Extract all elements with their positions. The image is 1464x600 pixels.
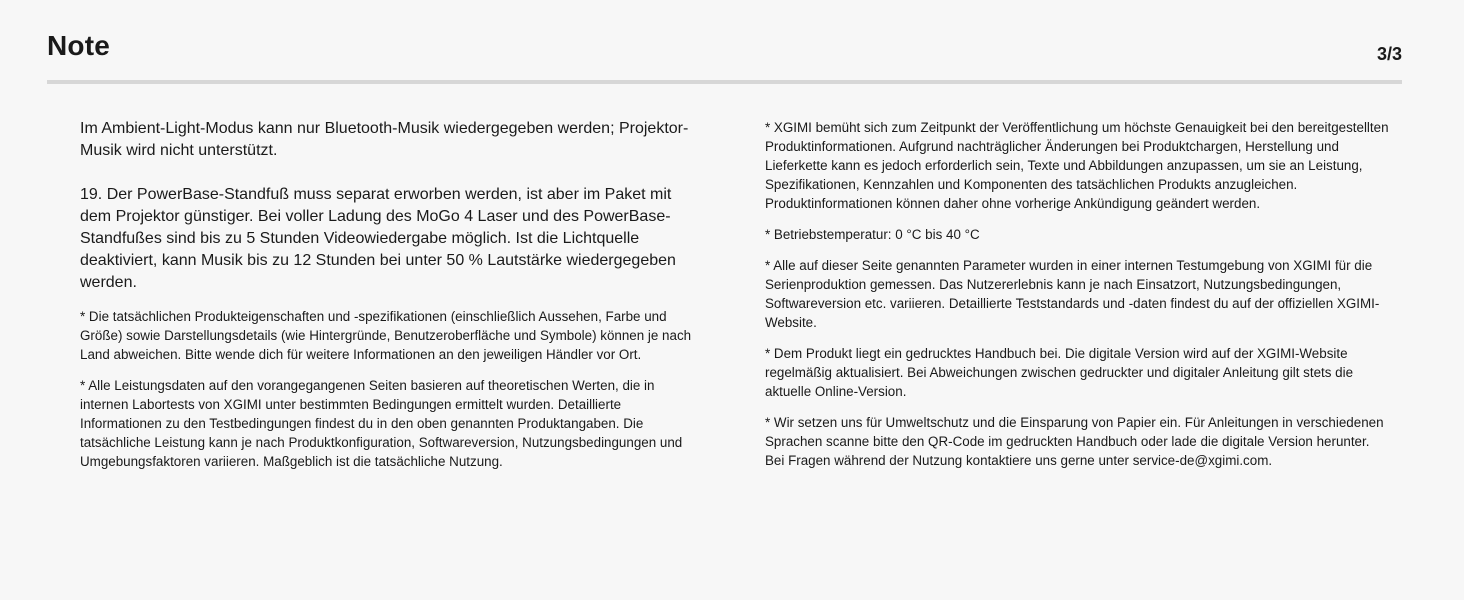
note-environment: * Wir setzen uns für Umweltschutz und die Einsparung von Papier ein. Für Anleitungen in verschiedenen Sprachen scanne bitte den QR-Code im gedruckten Handbuch oder lade die digitale Version herunter. Bei Fragen während der Nutzung kontaktiere uns gerne unter service-de@xgimi.com. bbox=[765, 415, 1384, 468]
note-operating-temperature: * Betriebstemperatur: 0 °C bis 40 °C bbox=[765, 227, 980, 242]
page-number: 3/3 bbox=[1376, 44, 1402, 64]
note-manual: * Dem Produkt liegt ein gedrucktes Handbuch bei. Die digitale Version wird auf der XGIMI-Website regelmäßig aktualisiert. Bei Abweichungen zwischen gedruckter und digitaler Anleitung gilt stets die aktuelle Online-Version. bbox=[765, 346, 1354, 399]
note-product-features: * Die tatsächlichen Produkteigenschaften und -spezifikationen (einschließlich Aussehen, Farbe und Größe) sowie Darstellungsdetails (wie Hintergründe, Benutzeroberfläche und Symbole) können je nach Land abweichen. Bitte wende dich für weitere Informationen an den jeweiligen Händler vor Ort. bbox=[80, 309, 692, 362]
right-column bbox=[765, 118, 1390, 482]
page-title: Note bbox=[47, 30, 111, 61]
header-divider bbox=[47, 80, 1402, 84]
note-ambient-light: Im Ambient-Light-Modus kann nur Bluetooth-Musik wiedergegeben werden; Projektor-Musik wird nicht unterstützt. bbox=[80, 120, 689, 159]
note-performance-data: * Alle Leistungsdaten auf den vorangegangenen Seiten basieren auf theoretischen Werten, die in internen Labortests von XGIMI unter bestimmten Bedingungen ermittelt wurden. Detaillierte Informationen zu den Testbedingungen findest du in den oben genannten Produktangaben. Die tatsächliche Leistung kann je nach Produktkonfiguration, Softwareversion, Nutzungsbedingungen und Umgebungsfaktoren variieren. Maßgeblich ist die tatsächliche Nutzung. bbox=[80, 378, 683, 469]
note-parameters: * Alle auf dieser Seite genannten Parameter wurden in einer internen Testumgebung von XGIMI für die Serienproduktion gemessen. Das Nutzererlebnis kann je nach Einsatzort, Nutzungsbedingungen, Softwareversion etc. variieren. Detaillierte Teststandards und -daten findest du auf der offiziellen XGIMI-Website. bbox=[765, 258, 1380, 330]
note-powerbase: 19. Der PowerBase-Standfuß muss separat erworben werden, ist aber im Paket mit dem Projektor günstiger. Bei voller Ladung des MoGo 4 Laser und des PowerBase-Standfußes sind bis zu 5 Stunden Videowiedergabe möglich. Ist die Lichtquelle deaktiviert, kann Musik bis zu 12 Stunden bei unter 50 % Lautstärke wiedergegeben werden. bbox=[80, 186, 676, 291]
note-accuracy: * XGIMI bemüht sich zum Zeitpunkt der Veröffentlichung um höchste Genauigkeit bei den bereitgestellten Produktinformationen. Aufgrund nachträglicher Änderungen bei Produktchargen, Herstellung und Lieferkette kann es jedoch erforderlich sein, Texte und Abbildungen anzupassen, um sie an Leistung, Spezifikationen, Kennzahlen und Komponenten des tatsächlichen Produkts anzugleichen. Produktinformationen können daher ohne vorherige Ankündigung geändert werden. bbox=[765, 120, 1389, 211]
left-column bbox=[80, 118, 695, 483]
